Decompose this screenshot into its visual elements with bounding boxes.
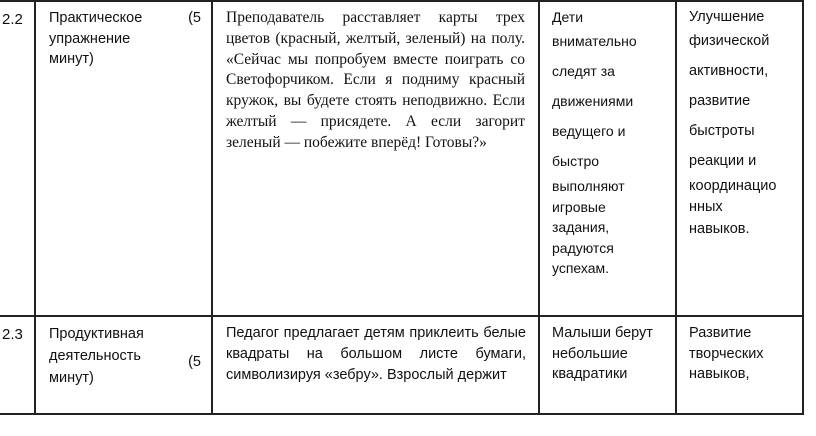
row-number-cell bbox=[0, 316, 35, 414]
table-row bbox=[0, 316, 803, 414]
children-activity-line: выполняют bbox=[552, 178, 625, 194]
word: за bbox=[600, 63, 615, 79]
stage-duration: (5 bbox=[188, 10, 201, 26]
children-activity-line: Дети bbox=[552, 9, 584, 25]
stage-duration: (5 bbox=[188, 354, 201, 370]
children-activity-line: Малыши берут bbox=[552, 325, 653, 341]
children-activity-line bbox=[552, 116, 665, 146]
result-cell bbox=[676, 1, 803, 316]
result-line: творческих bbox=[689, 345, 764, 362]
result-line: Развитие bbox=[689, 325, 752, 341]
result-line: активности, bbox=[689, 63, 769, 79]
result-line: нных bbox=[689, 199, 723, 215]
children-activity-text bbox=[540, 2, 675, 279]
teacher-activity-text: Педагог предлагает детям приклеить белые квадраты на большом листе бумаги, символизируя «зебру». Взрослый держит bbox=[226, 325, 526, 383]
row-number: 2.2 bbox=[2, 11, 23, 28]
result-line: навыков, bbox=[689, 366, 750, 382]
word: ведущего bbox=[552, 123, 614, 139]
result-line: развитие bbox=[689, 93, 751, 109]
children-activity-line: движениями bbox=[552, 93, 634, 109]
word: и bbox=[617, 123, 626, 139]
stage-name-line: упражнение bbox=[49, 30, 131, 47]
children-activity-cell bbox=[539, 1, 676, 316]
row-number: 2.3 bbox=[2, 326, 23, 343]
teacher-activity-text: Преподаватель расставляет карты трех цветов (красный, желтый, зеленый) на полу. «Сейчас мы попробуем вместе поиграть со Светофорчиком. Если я подниму красный кружок, вы будете стоять неподвижно. Если желтый — присядете. А если загорит зеленый — побежите вперёд! Готовы?» bbox=[226, 9, 525, 151]
result-line: физической bbox=[689, 33, 770, 49]
children-activity-line: квадратики bbox=[552, 366, 628, 382]
stage-name-line: минут) bbox=[49, 51, 94, 67]
children-activity-line: задания, bbox=[552, 219, 610, 235]
stage-cell bbox=[35, 1, 212, 316]
children-activity-line: небольшие bbox=[552, 345, 628, 362]
row-number-cell bbox=[0, 1, 35, 316]
stage-cell bbox=[35, 316, 212, 414]
children-activity-line: внимательно bbox=[552, 33, 637, 49]
teacher-activity-cell bbox=[212, 1, 539, 316]
result-cell bbox=[676, 316, 803, 414]
stage-name-line: Продуктивная bbox=[49, 326, 144, 342]
result-line: Улучшение bbox=[689, 9, 765, 25]
children-activity-cell bbox=[539, 316, 676, 414]
result-line: координацио bbox=[689, 178, 777, 194]
result-line: реакции и bbox=[689, 153, 757, 169]
result-line: быстроты bbox=[689, 123, 755, 139]
result-text bbox=[677, 2, 802, 240]
stage-name-line: минут) bbox=[49, 370, 94, 386]
stage-name-line: Практическое bbox=[49, 10, 143, 26]
stage-name-line: деятельность bbox=[49, 348, 141, 364]
result-line: навыков. bbox=[689, 221, 750, 237]
teacher-activity-cell bbox=[212, 316, 539, 414]
table-row bbox=[0, 1, 803, 316]
children-activity-line: радуются bbox=[552, 239, 614, 256]
children-activity-text bbox=[540, 317, 675, 385]
word: следят bbox=[552, 63, 597, 79]
children-activity-line: быстро bbox=[552, 153, 600, 169]
children-activity-line: успехам. bbox=[552, 260, 610, 276]
children-activity-line bbox=[552, 56, 665, 86]
result-text bbox=[677, 317, 802, 385]
children-activity-line: игровые bbox=[552, 198, 606, 215]
